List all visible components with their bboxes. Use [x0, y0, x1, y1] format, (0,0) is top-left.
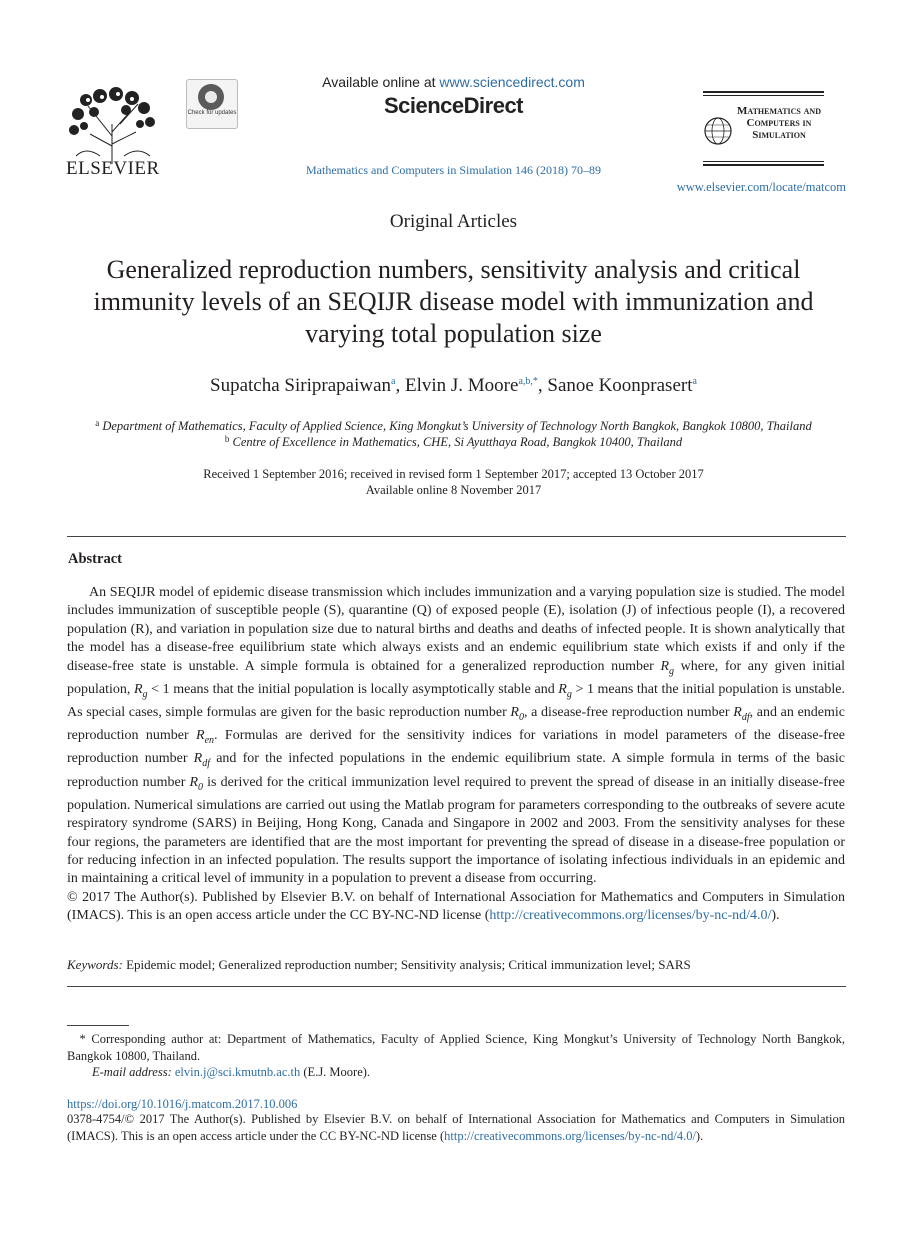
math-R0: $R_0$: [510, 705, 524, 723]
author-list: Supatcha Siriprapaiwan$^a$, Elvin J. Moore$^{a,b,*}$, Sanoe Koonprasert$^a$: [210, 375, 697, 396]
author-affiliation-mark[interactable]: a,b,*: [518, 376, 538, 387]
received-dates: Received 1 September 2016; received in revised form 1 September 2017; accepted 13 October 2017: [203, 467, 704, 481]
journal-logo-rule-top-thin: [703, 95, 824, 96]
journal-logo-title: Mathematics and Computers in Simulation: [737, 105, 821, 141]
affiliation-a: $^a$ Department of Mathematics, Faculty of Applied Science, King Mongkut’s University of Technology North Bangkok, Bangkok 10800, Thailand: [95, 418, 812, 433]
copyright-statement: © 2017 The Author(s). Published by Elsevier B.V. on behalf of International Association for Mathematics and Computers in Simulation (IMACS). This is an open access article under the CC BY-NC-ND license (http://creativecommons.org/licenses/by-nc-nd/4.0/).: [67, 889, 845, 924]
divider-top: [67, 536, 846, 537]
math-R0: $R_0$: [189, 774, 204, 793]
doi-link[interactable]: https://doi.org/10.1016/j.matcom.2017.10.006: [67, 1097, 298, 1111]
footnote-rule: [67, 1025, 129, 1026]
publisher-name: ELSEVIER: [66, 158, 160, 179]
available-online-line: Available online at www.sciencedirect.com: [322, 74, 585, 90]
math-Ren: $R_{en}$: [196, 728, 215, 747]
copyright-icon: ©: [67, 889, 78, 905]
abstract-body: [67, 584, 845, 926]
email-footnote: E-mail address: elvin.j@sci.kmutnb.ac.th (E.J. Moore).: [92, 1065, 371, 1079]
math-Rg: $R_g$: [133, 681, 148, 700]
keywords: [67, 957, 845, 973]
sciencedirect-brand: ScienceDirect: [383, 93, 524, 118]
paper-title: Generalized reproduction numbers, sensitivity analysis and critical immunity levels of an SEQIJR disease model with immunization and varying total population size: [93, 255, 814, 348]
math-Rg: $R_g$: [660, 658, 674, 677]
author-name[interactable]: Sanoe Koonprasert: [547, 375, 693, 396]
journal-logo-rule-bottom-thick: [703, 164, 824, 166]
author-name[interactable]: Elvin J. Moore: [404, 375, 519, 396]
affiliation-b: $^b$ Centre of Excellence in Mathematics, CHE, Si Ayutthaya Road, Bangkok 10400, Thailand: [224, 434, 683, 449]
journal-logo-rule-bottom: [703, 161, 824, 162]
author-affiliation-mark[interactable]: a: [692, 376, 697, 387]
author-affiliation-mark[interactable]: a: [391, 376, 396, 387]
math-Rdf: $R_{df}$: [193, 751, 211, 770]
journal-citation[interactable]: Mathematics and Computers in Simulation 146 (2018) 70–89: [306, 163, 601, 177]
journal-homepage-link[interactable]: www.elsevier.com/locate/matcom: [676, 180, 846, 194]
globe-icon: [703, 116, 733, 146]
keywords-label: Keywords:: [67, 957, 123, 972]
divider-bottom: [67, 986, 846, 987]
math-Rdf: $R_{df}$: [733, 705, 750, 723]
issn-license-statement: 0378-4754/© 2017 The Author(s). Published by Elsevier B.V. on behalf of International Association for Mathematics and Computers in Simulation (IMACS). This is an open access article under the CC BY-NC-ND license (http://creativecommons.org/licenses/by-nc-nd/4.0/).: [67, 1112, 845, 1143]
check-updates-label: Check for updates: [187, 110, 237, 116]
license-link[interactable]: http://creativecommons.org/licenses/by-nc-nd/4.0/: [444, 1129, 696, 1143]
journal-logo-rule-top: [703, 91, 824, 93]
email-link[interactable]: elvin.j@sci.kmutnb.ac.th: [174, 1065, 301, 1079]
corresponding-author-footnote: * Corresponding author at: Department of Mathematics, Faculty of Applied Science, King Mongkut’s University of Technology North Bangkok, Bangkok 10800, Thailand.: [67, 1032, 845, 1063]
abstract-paragraph: An SEQIJR model of epidemic disease transmission which includes immunization and a varying population size is studied. The model includes immunization of susceptible people (S), quarantine (Q) of exposed people (E), isolation (J) of infectious people (I), a recovered population (R), and variation in population size due to natural births and deaths and deaths of infected people. It is shown analytically that the model has a disease-free equilibrium state which always exists and an endemic equilibrium state which exists if and only if the disease-free state is unstable. A simple formula is obtained for a generalized reproduction number $R_g$ where, for any given initial population, $R_g < 1$ means that the initial population is locally asymptotically stable and $R_g > 1$ means that the initial population is unstable. As special cases, simple formulas are given for the basic reproduction number $R_0$, a disease-free reproduction number $R_{df}$, and an endemic reproduction number $R_{en}$. Formulas are derived for the sensitivity indices for variations in model parameters of the disease-free reproduction number $R_{df}$ and for the infected populations in the endemic equilibrium state. A simple formula in terms of the basic reproduction number $R_0$ is derived for the critical immunization level required to prevent the spread of disease in an initially disease-free population. Numerical simulations are carried out using the Matlab program for parameters corresponding to the outbreaks of severe acute respiratory syndrome (SARS) in Beijing, Hong Kong, Canada and Singapore in 2002 and 2003. From the sensitivity analyses for these four regions, the parameters are identified that are the most important for preventing the spread of disease in a disease-free population or for reducing infection in an infected population. The results support the importance of isolating infectious individuals in an epidemic and in maintaining a critical level of immunity in a population to prevent a disease from occurring.: [67, 585, 846, 887]
math-Rg: $R_g$: [558, 681, 572, 700]
sciencedirect-link[interactable]: www.sciencedirect.com: [439, 74, 585, 90]
author-name[interactable]: Supatcha Siriprapaiwan: [210, 375, 392, 396]
article-type: Original Articles: [389, 211, 518, 232]
license-link[interactable]: http://creativecommons.org/licenses/by-nc-nd/4.0/: [489, 908, 772, 924]
abstract-heading: Abstract: [68, 551, 122, 567]
available-online-date: Available online 8 November 2017: [365, 483, 542, 497]
keywords-list: Epidemic model; Generalized reproduction number; Sensitivity analysis; Critical immunization level; SARS: [122, 957, 691, 972]
